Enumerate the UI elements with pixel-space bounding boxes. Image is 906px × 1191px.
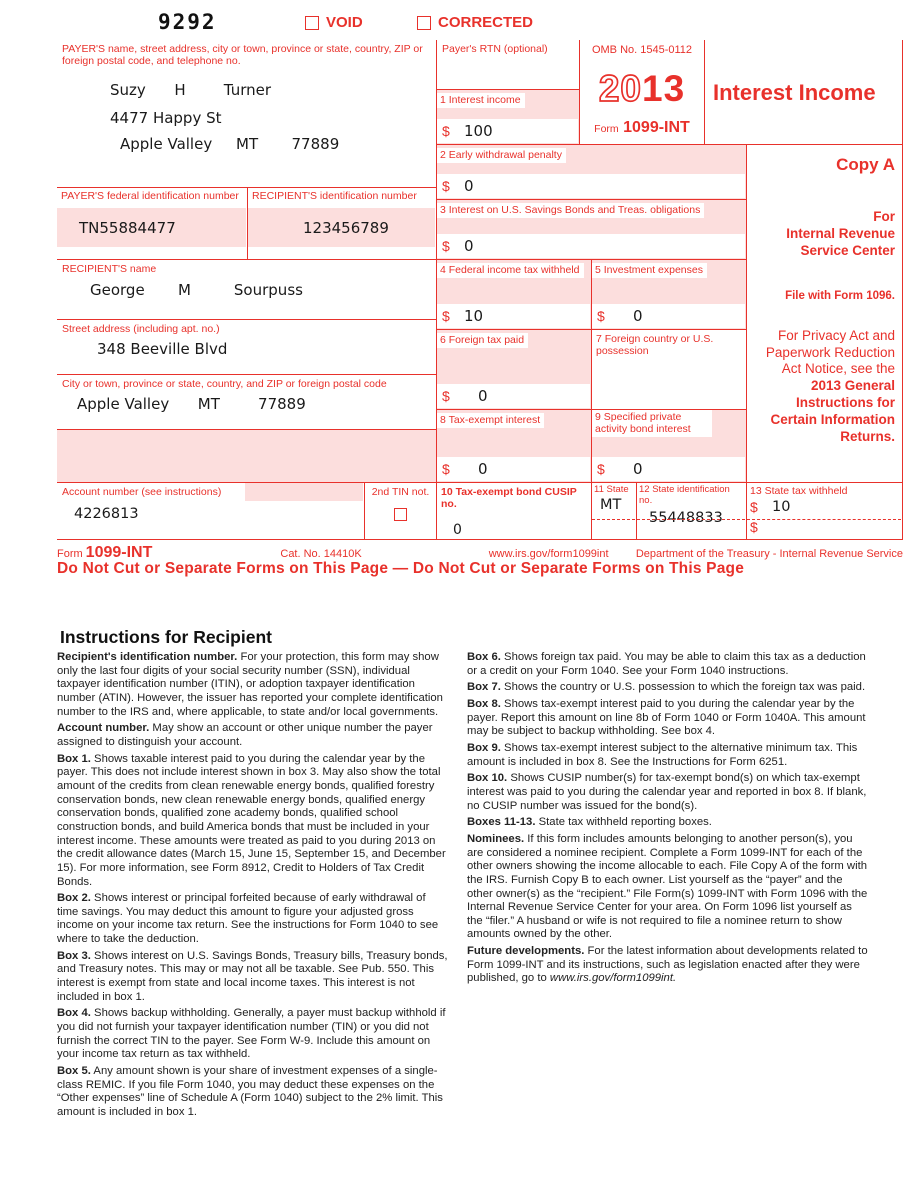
box13-amount xyxy=(750,499,899,515)
box7-label: 7 Foreign country or U.S. possession xyxy=(596,333,714,358)
box1-label: 1 Interest income xyxy=(437,93,525,108)
box10-value: 0 xyxy=(453,522,462,539)
instruction-paragraph: Box 5. Any amount shown is your share of investment expenses of a single-class REMIC. If you file Form 1040, you may deduct these expenses on the “Other expenses” line of Schedule A (Form 1040) subject to the 2% limit. This amount is included in box 1. xyxy=(57,1065,443,1118)
form-number-block xyxy=(582,119,702,137)
box9-label: 9 Specified private activity bond interest xyxy=(592,410,712,437)
box4-amount xyxy=(437,304,590,328)
privacy-act-notice: For Privacy Act and Paperwork Reduction Act Notice, see the xyxy=(765,327,895,377)
dollar-sign: $ xyxy=(597,461,605,477)
recipient-city-box xyxy=(57,375,437,430)
box2-label: 2 Early withdrawal penalty xyxy=(437,148,566,163)
box10-cusip xyxy=(437,483,592,540)
form-word: Form xyxy=(594,122,619,135)
payer-street: 4477 Happy St xyxy=(110,109,222,128)
copy-a-for-line1: For xyxy=(873,209,895,224)
box9-private-activity-bond-interest xyxy=(592,410,747,483)
instruction-paragraph: Box 3. Shows interest on U.S. Savings Bonds, Treasury bills, Treasury bonds, and Treasury notes. This may or may not all be taxable. See Pub. 550. This interest is exempt from state and local income taxes. This interest is not included in box 1. xyxy=(57,949,448,1003)
tax-year xyxy=(582,67,702,109)
recipient-tin-box xyxy=(248,188,437,260)
box8-amount xyxy=(437,457,590,481)
instruction-paragraph: Box 9. Shows tax-exempt interest subject to the alternative minimum tax. This amount is included in box 8. See the Instructions for Form 6251. xyxy=(467,741,858,768)
box12-divider xyxy=(637,519,745,520)
form-print-code: 9292 xyxy=(158,10,217,34)
instruction-paragraph: Box 6. Shows foreign tax paid. You may be able to claim this tax as a deduction or a credit on your Form 1040. See your Form 1040 instructions. xyxy=(467,651,866,677)
recipient-tin-label: RECIPIENT'S identification number xyxy=(252,190,417,202)
instruction-paragraph: Box 8. Shows tax-exempt interest paid to you during the calendar year by the payer. Report this amount on line 8b of Form 1040 or Form 1040A. This amount may be subject to backup withholding. See box 4. xyxy=(467,697,866,738)
copy-a-for-line3: Service Center xyxy=(800,242,895,258)
box8-label: 8 Tax-exempt interest xyxy=(437,413,544,428)
copy-a-file-note: File with Form 1096. xyxy=(785,289,895,302)
instructions-left-column xyxy=(57,651,450,1123)
account-number-box xyxy=(57,483,365,540)
footer-form-word: Form xyxy=(57,548,83,560)
box8-value: 0 xyxy=(478,460,488,478)
recipient-street-box xyxy=(57,320,437,375)
recipient-name-label: RECIPIENT'S name xyxy=(62,263,157,275)
corrected-checkbox[interactable] xyxy=(417,16,431,30)
payer-label: PAYER'S name, street address, city or town, province or state, country, ZIP or foreign postal code, and telephone no. xyxy=(62,43,423,68)
recipient-street-label: Street address (including apt. no.) xyxy=(62,323,220,335)
instruction-paragraph: Nominees. If this form includes amounts belonging to another person(s), you are considered a nominee recipient. Complete a Form 1099-INT for each of the other owners showing the income allocable to each. File Copy A of the form with the IRS. Furnish Copy B to each owner. List yourself as the “payer” and the other owner(s) as the “recipient.” File Form(s) 1099-INT with Form 1096 with the Internal Revenue Service Center for your area. On Form 1096 list yourself as the “filer.” A husband or wife is not required to file a nominee return to show amounts owned by the other. xyxy=(467,832,868,941)
footer-cat-number: Cat. No. 14410K xyxy=(280,548,362,560)
copy-a-panel xyxy=(747,145,903,483)
footer-form-number: 1099-INT xyxy=(85,544,153,561)
tax-year-prefix: 20 xyxy=(598,67,642,109)
form-title: Interest Income xyxy=(713,80,876,105)
box13-divider xyxy=(747,519,901,520)
box5-label: 5 Investment expenses xyxy=(592,263,707,278)
dollar-sign: $ xyxy=(750,499,758,516)
box7-foreign-country xyxy=(592,330,747,410)
box1-value: 100 xyxy=(464,122,493,140)
void-checkbox[interactable] xyxy=(305,16,319,30)
box4-value: 10 xyxy=(464,307,484,325)
instruction-paragraph: Box 2. Shows interest or principal forfeited because of early withdrawal of time savings. You may deduct this amount to figure your adjusted gross income on your income tax return. See the instructions for Form 1040 to see where to take the deduction. xyxy=(57,892,439,946)
instruction-paragraph: Boxes 11-13. State tax withheld reporting boxes. xyxy=(467,816,712,829)
omb-number: OMB No. 1545-0112 xyxy=(591,44,693,56)
instruction-paragraph: Box 10. Shows CUSIP number(s) for tax-exempt bond(s) on which tax-exempt interest was paid to you during the calendar year and reported in box 8. If blank, no CUSIP number was issued for the bond(s). xyxy=(467,772,867,812)
second-tin-checkbox[interactable] xyxy=(394,508,407,521)
void-checkbox-group xyxy=(305,14,363,31)
corrected-checkbox-group xyxy=(417,14,533,31)
box9-amount xyxy=(592,457,745,481)
box1-amount xyxy=(437,119,578,143)
void-label: VOID xyxy=(326,14,363,31)
recipient-tin-value: 123456789 xyxy=(303,218,389,237)
instruction-paragraph: Box 1. Shows taxable interest paid to you during the calendar year by the payer. This does not include interest shown in box 3. May also show the total amount of the credits from clean renewable energy bonds, qualified forestry conservation bonds, new clean renewable energy bonds, qualified energy conservation bonds, qualified zone academy bonds, qualified school construction bonds, and build America bonds that must be included in your interest income. These amounts were treated as paid to you during 2013 on the credit allowance dates (March 15, June 15, September 15, and December 15). For more information, see Form 8912, Credit to Holders of Tax Credit Bonds. xyxy=(57,752,446,888)
box13-value: 10 xyxy=(772,499,791,516)
blank-shaded-cell xyxy=(57,430,437,483)
account-number-value: 4226813 xyxy=(74,506,139,523)
payer-tin-box xyxy=(57,188,248,260)
box13-state-tax-withheld xyxy=(747,483,903,540)
payer-tin-value: TN55884477 xyxy=(79,218,176,237)
box1-interest-income xyxy=(437,90,580,145)
box4-federal-tax-withheld xyxy=(437,260,592,330)
instructions-title: Instructions for Recipient xyxy=(60,627,272,647)
box12-state-id xyxy=(637,483,747,540)
second-tin-label: 2nd TIN not. xyxy=(371,486,430,498)
payer-info-box xyxy=(57,40,437,188)
copy-a-title: Copy A xyxy=(836,155,895,174)
instructions-right-column xyxy=(467,651,868,989)
box11-label: 11 State xyxy=(594,484,629,495)
box2-early-withdrawal-penalty xyxy=(437,145,747,200)
recipient-city: Apple Valley MT 77889 xyxy=(77,395,306,414)
privacy-act-notice-bold: 2013 General Instructions for Certain Information Returns. xyxy=(770,378,895,444)
box2-value: 0 xyxy=(464,177,474,195)
box11-state xyxy=(592,483,637,540)
box2-amount xyxy=(437,174,745,198)
account-number-label: Account number (see instructions) xyxy=(62,486,222,498)
box11-divider xyxy=(592,519,635,520)
box6-label: 6 Foreign tax paid xyxy=(437,333,528,348)
recipient-name-box xyxy=(57,260,437,320)
do-not-cut-warning: Do Not Cut or Separate Forms on This Page — Do Not Cut or Separate Forms on This Page xyxy=(57,560,745,577)
instruction-paragraph: Box 7. Shows the country or U.S. possession to which the foreign tax was paid. xyxy=(467,681,866,694)
box3-value: 0 xyxy=(464,237,474,255)
dollar-sign: $ xyxy=(442,461,450,477)
box9-value: 0 xyxy=(633,460,643,478)
box5-investment-expenses xyxy=(592,260,747,330)
dollar-sign: $ xyxy=(442,123,450,139)
box3-amount xyxy=(437,234,745,258)
payer-rtn-label: Payer's RTN (optional) xyxy=(442,43,548,55)
box6-foreign-tax-paid xyxy=(437,330,592,410)
second-tin-box xyxy=(365,483,437,540)
dollar-sign: $ xyxy=(597,308,605,324)
footer-irs-url: www.irs.gov/form1099int xyxy=(488,548,609,560)
payer-rtn-box xyxy=(437,40,580,90)
tax-year-suffix: 13 xyxy=(642,67,686,109)
box11-value: MT xyxy=(600,496,622,513)
form-number: 1099-INT xyxy=(623,118,690,136)
box12-label: 12 State identification no. xyxy=(639,484,730,506)
box3-savings-bonds-interest xyxy=(437,200,747,260)
account-shading xyxy=(245,483,363,501)
box5-value: 0 xyxy=(633,307,643,325)
copy-a-for-line2: Internal Revenue xyxy=(786,225,895,241)
recipient-name: George M Sourpuss xyxy=(90,281,303,300)
instruction-paragraph: Future developments. For the latest information about developments related to Form 1099-INT and its instructions, such as legislation enacted after they were published, go to www.irs.gov/form1099int. xyxy=(467,945,868,985)
box3-label: 3 Interest on U.S. Savings Bonds and Treas. obligations xyxy=(437,203,704,218)
box12-value: 55448833 xyxy=(649,509,723,526)
dollar-sign: $ xyxy=(442,178,450,194)
payer-tin-label: PAYER'S federal identification number xyxy=(61,190,239,202)
form-title-box xyxy=(705,40,903,145)
box5-amount xyxy=(592,304,745,328)
box13-label: 13 State tax withheld xyxy=(750,485,848,497)
dollar-sign: $ xyxy=(442,388,450,404)
instruction-paragraph: Account number. May show an account or other unique number the payer assigned to distinguish your account. xyxy=(57,722,433,748)
box6-amount xyxy=(437,384,590,408)
payer-city-state-zip: Apple Valley MT 77889 xyxy=(120,135,340,154)
instruction-paragraph: Box 4. Shows backup withholding. Generally, a payer must backup withhold if you did not furnish your taxpayer identification number (TIN) or you did not furnish the correct TIN to the payer. See Form W-9. Include this amount on your income tax return as tax withheld. xyxy=(57,1007,446,1061)
corrected-label: CORRECTED xyxy=(438,14,534,31)
dollar-sign: $ xyxy=(442,238,450,254)
omb-year-box xyxy=(580,40,705,145)
box6-value: 0 xyxy=(478,387,488,405)
footer-treasury-dept: Department of the Treasury - Internal Revenue Service xyxy=(635,548,903,560)
recipient-city-label: City or town, province or state, country, and ZIP or foreign postal code xyxy=(62,378,387,390)
box8-tax-exempt-interest xyxy=(437,410,592,483)
instruction-paragraph: Recipient's identification number. For your protection, this form may show only the last four digits of your social security number (SSN), individual taxpayer identification number (ITIN), or adoption taxpayer identification number (ATIN). However, the issuer has reported your complete identification number to the IRS and, where applicable, to state and/or local governments. xyxy=(57,651,443,718)
dollar-sign: $ xyxy=(442,308,450,324)
payer-name: Suzy H Turner xyxy=(110,81,272,100)
box10-label: 10 Tax-exempt bond CUSIP no. xyxy=(441,486,577,511)
box4-label: 4 Federal income tax withheld xyxy=(437,263,584,278)
dollar-sign: $ xyxy=(750,519,758,536)
recipient-street: 348 Beeville Blvd xyxy=(97,340,228,359)
